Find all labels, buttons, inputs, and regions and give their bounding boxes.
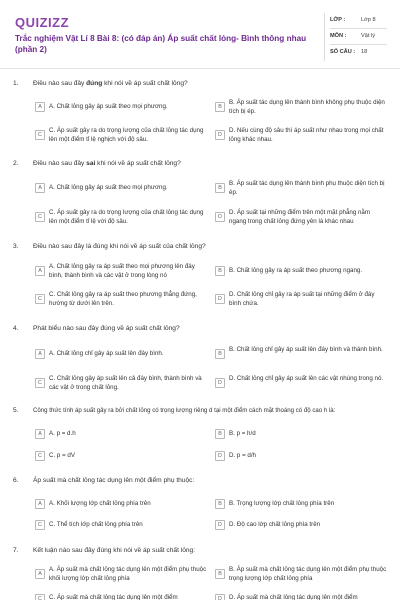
worksheet-header	[0, 0, 400, 68]
option-letter-box: C	[35, 294, 45, 304]
option-text: D. Áp suất mà chất lỏng tác dụng lên một điểm	[229, 594, 358, 600]
option-letter-box: B	[215, 569, 225, 579]
meta-key: MÔN :	[330, 33, 347, 39]
meta-row-subject	[330, 29, 387, 45]
option-text: C. Áp suất gây ra do trọng lượng của chất lỏng tác dụng lên một điểm tỉ lệ với độ sâu.	[49, 209, 204, 225]
option-text: B. p = h/d	[229, 430, 256, 437]
option-text: A. Chất lỏng gây ra áp suất theo mọi phương lên đáy bình, thành bình và các vật ở trong lòng nó	[49, 263, 195, 279]
meta-value: Lớp 8	[361, 17, 376, 23]
meta-key: LỚP :	[330, 17, 346, 23]
option-text: B. Chất lỏng chỉ gây áp suất lên đáy bình và thành bình.	[229, 346, 383, 353]
question-text: Điều nào sau đây đúng khi nói về áp suất chất lỏng?	[33, 80, 188, 87]
option-letter-box: D	[215, 294, 225, 304]
question-text: Áp suất mà chất lỏng tác dụng lên một điểm phụ thuộc:	[33, 477, 195, 484]
option-letter-box: C	[35, 520, 45, 530]
option-text: A. Khối lượng lớp chất lỏng phía trên	[49, 500, 151, 507]
option-letter-box: A	[35, 102, 45, 112]
option-letter-box: A	[35, 266, 45, 276]
option-letter-box: C	[35, 378, 45, 388]
meta-key: SỐ CÂU :	[330, 49, 356, 55]
question-number: 6.	[13, 477, 19, 484]
question-text: Kết luận nào sau đây đúng khi nói về áp suất chất lỏng:	[33, 547, 196, 554]
question-number: 7.	[13, 547, 19, 554]
meta-row-count	[330, 45, 387, 61]
option-text: C. Chất lỏng gây áp suất lên cả đáy bình, thành bình và các vật ở trong chất lỏng.	[49, 375, 202, 391]
question-text: Điều nào sau đây sai khi nói về áp suất chất lỏng?	[33, 160, 181, 167]
option-letter-box: B	[215, 349, 225, 359]
option-text: A. Chất lỏng chỉ gây áp suất lên đáy bình.	[49, 350, 164, 357]
option-letter-box: D	[215, 212, 225, 222]
option-text: A. Áp suất mà chất lỏng tác dụng lên một điểm phụ thuộc khối lượng lớp chất lỏng phía	[49, 566, 207, 582]
option-text: D. Áp suất tại những điểm trên một mặt phẳng nằm ngang trong chất lỏng đứng yên là khác nhau	[229, 209, 371, 225]
option-text: D. Chất lỏng chỉ gây ra áp suất tại những điểm ở đáy bình chứa.	[229, 291, 375, 307]
option-text: C. Chất lỏng gây ra áp suất theo phương thẳng đứng, hướng từ dưới lên trên.	[49, 291, 197, 307]
option-text: D. Chất lỏng chỉ gây áp suất lên các vật nhúng trong nó.	[229, 375, 384, 382]
option-text: D. Độ cao lớp chất lỏng phía trên	[229, 521, 321, 528]
option-text: B. Áp suất tác dụng lên thành bình phụ thuộc diện tích bị ép.	[229, 180, 385, 196]
option-letter-box: B	[215, 499, 225, 509]
question-number: 2.	[13, 160, 19, 167]
meta-divider	[324, 13, 325, 61]
meta-value: 18	[361, 49, 368, 55]
option-letter-box: D	[215, 451, 225, 461]
option-letter-box: C	[35, 451, 45, 461]
option-text: C. Áp suất mà chất lỏng tác dụng lên một điểm	[49, 594, 178, 600]
question-number: 3.	[13, 243, 19, 250]
option-letter-box: A	[35, 499, 45, 509]
option-text: C. p = dV	[49, 452, 75, 459]
option-letter-box: A	[35, 349, 45, 359]
header-divider	[0, 68, 400, 69]
option-letter-box: B	[215, 183, 225, 193]
option-letter-box: D	[215, 378, 225, 388]
option-letter-box: C	[35, 130, 45, 140]
option-text: A. Chất lỏng gây áp suất theo mọi phương.	[49, 184, 168, 191]
option-letter-box: B	[215, 266, 225, 276]
option-letter-box: D	[215, 130, 225, 140]
question-number: 1.	[13, 80, 19, 87]
option-text: D. p = d/h	[229, 452, 257, 459]
option-text: B. Chất lỏng gây ra áp suất theo phương ngang.	[229, 267, 363, 274]
option-text: A. Chất lỏng gây áp suất theo mọi phương.	[49, 103, 168, 110]
option-text: A. p = d.h	[49, 430, 76, 437]
question-number: 4.	[13, 325, 19, 332]
question-text: Điều nào sau đây là đúng khi nói về áp suất của chất lỏng?	[33, 243, 206, 250]
quizizz-logo: QUIZIZZ	[15, 15, 70, 30]
meta-row-class	[330, 13, 387, 29]
option-letter-box: B	[215, 102, 225, 112]
option-text: B. Áp suất mà chất lỏng tác dụng lên một điểm phụ thuộc trọng lượng lớp chất lỏng phía	[229, 566, 387, 582]
option-letter-box: A	[35, 429, 45, 439]
option-text: D. Nếu cùng độ sâu thì áp suất như nhau trong mọi chất lỏng khác nhau.	[229, 127, 384, 143]
option-letter-box: D	[215, 520, 225, 530]
option-letter-box: A	[35, 183, 45, 193]
option-letter-box: B	[215, 429, 225, 439]
option-letter-box: A	[35, 569, 45, 579]
question-number: 5.	[13, 407, 19, 414]
option-text: C. Áp suất gây ra do trọng lượng của chất lỏng tác dụng lên một điểm tỉ lệ nghịch với độ sâu.	[49, 127, 204, 143]
option-text: B. Áp suất tác dụng lên thành bình không phụ thuộc diện tích bị ép.	[229, 99, 385, 115]
option-letter-box: C	[35, 594, 45, 600]
worksheet-title: Trắc nghiệm Vật Lí 8 Bài 8: (có đáp án) Áp suất chất lỏng- Bình thông nhau (phần 2)	[15, 34, 307, 54]
meta-value: Vật lý	[361, 33, 375, 39]
question-text: Phát biểu nào sau đây đúng về áp suất chất lỏng?	[33, 325, 180, 332]
option-letter-box: C	[35, 212, 45, 222]
option-text: B. Trọng lượng lớp chất lỏng phía trên	[229, 500, 335, 507]
question-text: Công thức tính áp suất gây ra bởi chất lỏng có trọng lượng riêng d tại một điểm cách mặt thoáng có độ cao h là:	[33, 407, 336, 414]
worksheet-meta	[330, 13, 387, 61]
option-letter-box: D	[215, 594, 225, 600]
option-text: C. Thể tích lớp chất lỏng phía trên	[49, 521, 143, 528]
